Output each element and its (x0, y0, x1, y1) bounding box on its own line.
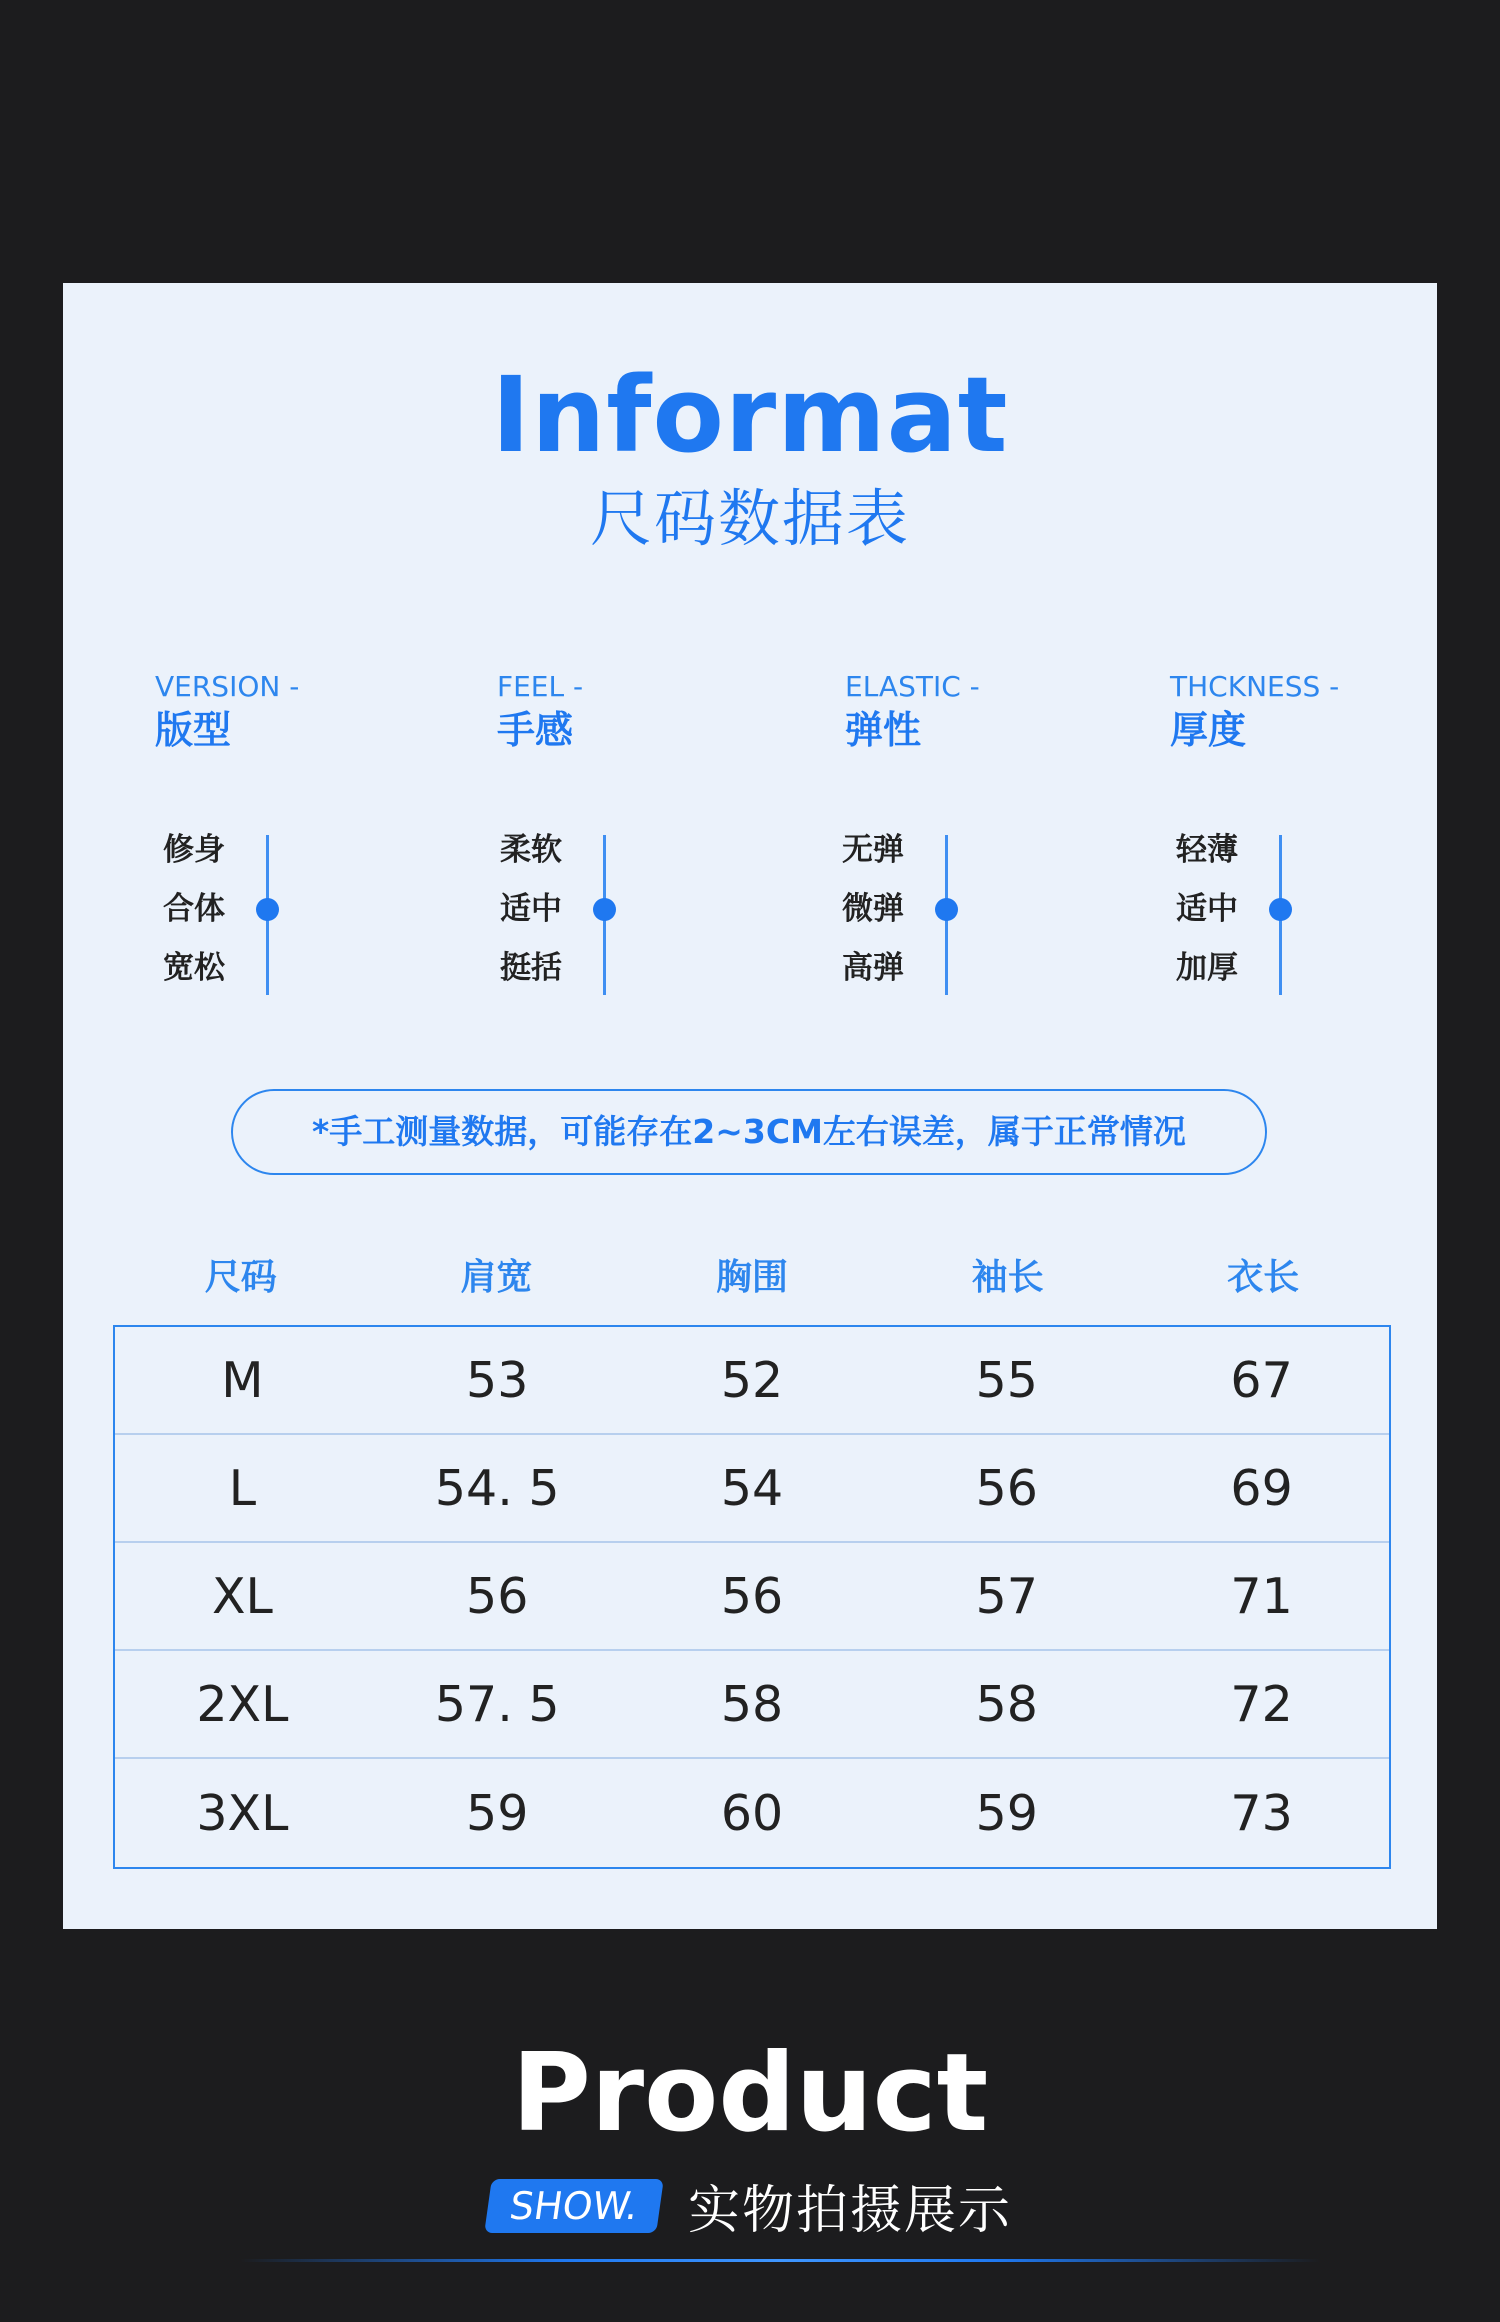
scale-option: 加厚 (1176, 950, 1238, 986)
table-cell: 72 (1230, 1675, 1293, 1733)
table-cell: XL (211, 1567, 273, 1625)
table-row (115, 1327, 1389, 1435)
table-row (115, 1759, 1389, 1867)
scale-option: 挺括 (500, 950, 562, 986)
size-table-header (113, 1249, 1391, 1299)
thickness-scale (1176, 832, 1346, 999)
version-scale (163, 832, 333, 999)
attr-en-label: VERSION - (155, 670, 300, 703)
scale-option: 柔软 (500, 832, 562, 868)
table-cell: 71 (1230, 1567, 1293, 1625)
table-cell: 52 (720, 1351, 784, 1409)
table-cell: 59 (466, 1784, 529, 1842)
panel-subtitle: 尺码数据表 (589, 482, 910, 555)
scale-marker (256, 898, 279, 921)
column-header: 袖长 (971, 1257, 1044, 1298)
table-cell: L (228, 1459, 257, 1517)
table-cell: 69 (1230, 1459, 1293, 1517)
feel-scale (500, 832, 670, 999)
table-cell: 57. 5 (434, 1675, 560, 1733)
scale-option: 高弹 (842, 950, 904, 986)
attr-en-label: FEEL - (497, 670, 584, 703)
panel-title: Informat (491, 354, 1009, 476)
attr-zh-label: 手感 (497, 708, 574, 752)
attr-en-label: ELASTIC - (845, 670, 980, 703)
scale-option: 适中 (500, 891, 562, 927)
table-cell: 56 (720, 1567, 784, 1625)
scale-marker (935, 898, 958, 921)
scale-option: 合体 (163, 891, 225, 927)
column-header: 胸围 (715, 1257, 788, 1298)
scale-option: 适中 (1176, 891, 1238, 927)
scale-option: 修身 (163, 832, 225, 868)
product-subtitle: 实物拍摄展示 (687, 2181, 1012, 2241)
table-cell: 56 (466, 1567, 529, 1625)
attr-version (155, 670, 455, 752)
attr-zh-label: 厚度 (1170, 708, 1247, 752)
scale-option: 微弹 (842, 891, 904, 927)
table-cell: 2XL (196, 1675, 289, 1733)
attr-feel (497, 670, 797, 752)
product-heading: Product (511, 2031, 989, 2156)
table-cell: 73 (1230, 1784, 1293, 1842)
attr-zh-label: 弹性 (845, 708, 922, 752)
divider-glow-line (240, 2259, 1320, 2262)
table-cell: 59 (975, 1784, 1038, 1842)
table-cell: M (221, 1351, 264, 1409)
table-cell: 58 (720, 1675, 784, 1733)
product-subheading (0, 2168, 1500, 2241)
column-header: 尺码 (204, 1257, 277, 1298)
measurement-note: *手工测量数据，可能存在2~3CM左右误差，属于正常情况 (231, 1089, 1267, 1175)
attr-elastic (845, 670, 1145, 752)
table-cell: 60 (720, 1784, 784, 1842)
table-cell: 57 (975, 1567, 1038, 1625)
table-cell: 58 (975, 1675, 1038, 1733)
table-cell: 54. 5 (434, 1459, 560, 1517)
size-table (113, 1325, 1391, 1869)
size-info-panel (63, 283, 1437, 1929)
table-row (115, 1543, 1389, 1651)
scale-marker (1269, 898, 1292, 921)
table-row (115, 1435, 1389, 1543)
table-cell: 54 (720, 1459, 784, 1517)
table-cell: 56 (975, 1459, 1038, 1517)
show-badge: SHOW. (484, 2179, 663, 2233)
attr-zh-label: 版型 (155, 708, 232, 752)
attr-en-label: THCKNESS - (1170, 670, 1340, 703)
column-header: 衣长 (1227, 1257, 1300, 1298)
table-cell: 3XL (196, 1784, 289, 1842)
column-header: 肩宽 (460, 1257, 533, 1298)
elastic-scale (842, 832, 1012, 999)
attr-thickness (1170, 670, 1470, 752)
table-cell: 55 (975, 1351, 1038, 1409)
table-row (115, 1651, 1389, 1759)
scale-marker (593, 898, 616, 921)
scale-option: 轻薄 (1176, 832, 1238, 868)
scale-option: 无弹 (842, 832, 904, 868)
scale-option: 宽松 (163, 950, 225, 986)
table-cell: 67 (1230, 1351, 1293, 1409)
table-cell: 53 (466, 1351, 529, 1409)
